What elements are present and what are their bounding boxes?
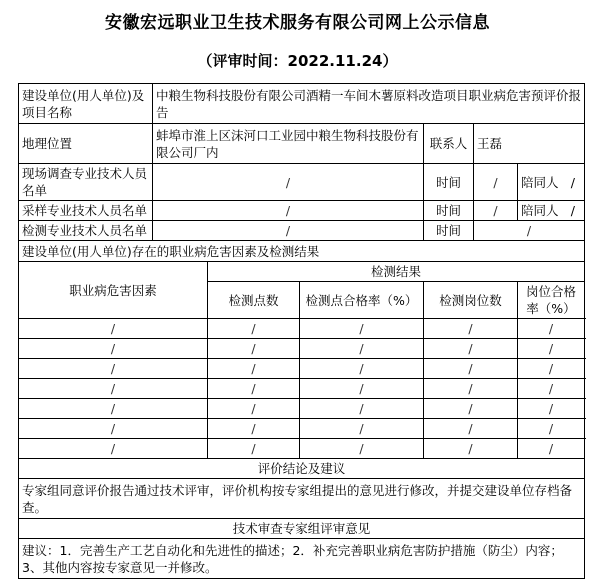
sampling-companion bbox=[518, 201, 585, 221]
contact-label: 联系人 bbox=[424, 124, 474, 164]
point-rate: / bbox=[300, 359, 424, 379]
survey-row bbox=[19, 164, 585, 201]
col-header-points: 检测点数 bbox=[208, 282, 300, 319]
table-row bbox=[19, 399, 585, 419]
hazard-factor: / bbox=[19, 359, 208, 379]
table-row bbox=[19, 379, 585, 399]
point-count: / bbox=[208, 379, 300, 399]
hazard-factor: / bbox=[19, 319, 208, 339]
unit-value: 中粮生物科技股份有限公司酒精一车间木薯原料改造项目职业病危害预评价报告 bbox=[153, 84, 585, 124]
col-header-posts: 检测岗位数 bbox=[424, 282, 518, 319]
point-count: / bbox=[208, 399, 300, 419]
testing-time-value: / bbox=[474, 221, 585, 241]
sampling-row bbox=[19, 201, 585, 221]
col-header-point-rate: 检测点合格率（%） bbox=[300, 282, 424, 319]
testing-value: / bbox=[153, 221, 424, 241]
table-row bbox=[19, 319, 585, 339]
hazard-factor: / bbox=[19, 439, 208, 459]
expert-opinion-title: 技术审查专家组评审意见 bbox=[19, 519, 585, 539]
conclusion-title: 评价结论及建议 bbox=[19, 459, 585, 479]
expert-title-row bbox=[19, 519, 585, 539]
post-count: / bbox=[424, 379, 518, 399]
post-rate: / bbox=[518, 319, 585, 339]
sampling-companion-label: 陪同人 bbox=[521, 203, 559, 218]
factor-header: 职业病危害因素 bbox=[19, 262, 208, 319]
point-rate: / bbox=[300, 399, 424, 419]
col-header-post-rate: 岗位合格率（%） bbox=[518, 282, 585, 319]
unit-row bbox=[19, 84, 585, 124]
point-rate: / bbox=[300, 419, 424, 439]
post-rate: / bbox=[518, 419, 585, 439]
page-title: 安徽宏远职业卫生技术服务有限公司网上公示信息 bbox=[105, 13, 490, 33]
expert-text-row bbox=[19, 539, 585, 579]
table-row bbox=[19, 419, 585, 439]
location-label: 地理位置 bbox=[19, 124, 153, 164]
testing-time-label: 时间 bbox=[424, 221, 474, 241]
post-rate: / bbox=[518, 359, 585, 379]
point-rate: / bbox=[300, 439, 424, 459]
survey-time-label: 时间 bbox=[424, 164, 474, 201]
conclusion-text: 专家组同意评价报告通过技术评审，评价机构按专家组提出的意见进行修改，并提交建设单位存档备查。 bbox=[19, 479, 585, 519]
conclusion-text-row bbox=[19, 479, 585, 519]
point-count: / bbox=[208, 339, 300, 359]
table-row bbox=[19, 339, 585, 359]
post-count: / bbox=[424, 339, 518, 359]
sampling-label: 采样专业技术人员名单 bbox=[19, 201, 153, 221]
results-header: 检测结果 bbox=[208, 262, 585, 282]
survey-companion-label: 陪同人 bbox=[521, 174, 559, 190]
post-rate: / bbox=[518, 339, 585, 359]
expert-opinion-text: 建议：1．完善生产工艺自动化和先进性的描述；2．补充完善职业病危害防护措施（防尘）内容；3、其他内容按专家意见一并修改。 bbox=[19, 539, 585, 579]
sampling-value: / bbox=[153, 201, 424, 221]
survey-companion bbox=[518, 164, 585, 201]
point-rate: / bbox=[300, 319, 424, 339]
unit-label: 建设单位(用人单位)及项目名称 bbox=[19, 84, 153, 124]
post-rate: / bbox=[518, 399, 585, 419]
hazards-section-row bbox=[19, 241, 585, 262]
hazard-factor: / bbox=[19, 419, 208, 439]
post-rate: / bbox=[518, 379, 585, 399]
point-rate: / bbox=[300, 379, 424, 399]
sampling-time-label: 时间 bbox=[424, 201, 474, 221]
point-count: / bbox=[208, 359, 300, 379]
testing-label: 检测专业技术人员名单 bbox=[19, 221, 153, 241]
post-count: / bbox=[424, 439, 518, 459]
testing-row bbox=[19, 221, 585, 241]
survey-label: 现场调查专业技术人员名单 bbox=[19, 164, 153, 201]
hazards-section-title: 建设单位(用人单位)存在的职业病危害因素及检测结果 bbox=[19, 241, 585, 262]
sampling-time-value: / bbox=[474, 201, 518, 221]
hazard-factor: / bbox=[19, 399, 208, 419]
results-header-row bbox=[19, 262, 585, 282]
table-row bbox=[19, 439, 585, 459]
review-time: （评审时间：2022.11.24） bbox=[197, 52, 398, 70]
point-count: / bbox=[208, 419, 300, 439]
hazard-factor: / bbox=[19, 339, 208, 359]
point-count: / bbox=[208, 439, 300, 459]
hazard-factor: / bbox=[19, 379, 208, 399]
post-count: / bbox=[424, 399, 518, 419]
location-row bbox=[19, 124, 585, 164]
location-value: 蚌埠市淮上区沫河口工业园中粮生物科技股份有限公司厂内 bbox=[153, 124, 424, 164]
survey-value: / bbox=[153, 164, 424, 201]
post-count: / bbox=[424, 419, 518, 439]
post-count: / bbox=[424, 359, 518, 379]
survey-companion-value: / bbox=[570, 174, 575, 190]
point-count: / bbox=[208, 319, 300, 339]
post-rate: / bbox=[518, 439, 585, 459]
contact-value: 王磊 bbox=[474, 124, 585, 164]
sampling-companion-value: / bbox=[570, 203, 575, 218]
conclusion-title-row bbox=[19, 459, 585, 479]
table-row bbox=[19, 359, 585, 379]
survey-time-value: / bbox=[474, 164, 518, 201]
disclosure-table bbox=[18, 83, 585, 579]
point-rate: / bbox=[300, 339, 424, 359]
post-count: / bbox=[424, 319, 518, 339]
